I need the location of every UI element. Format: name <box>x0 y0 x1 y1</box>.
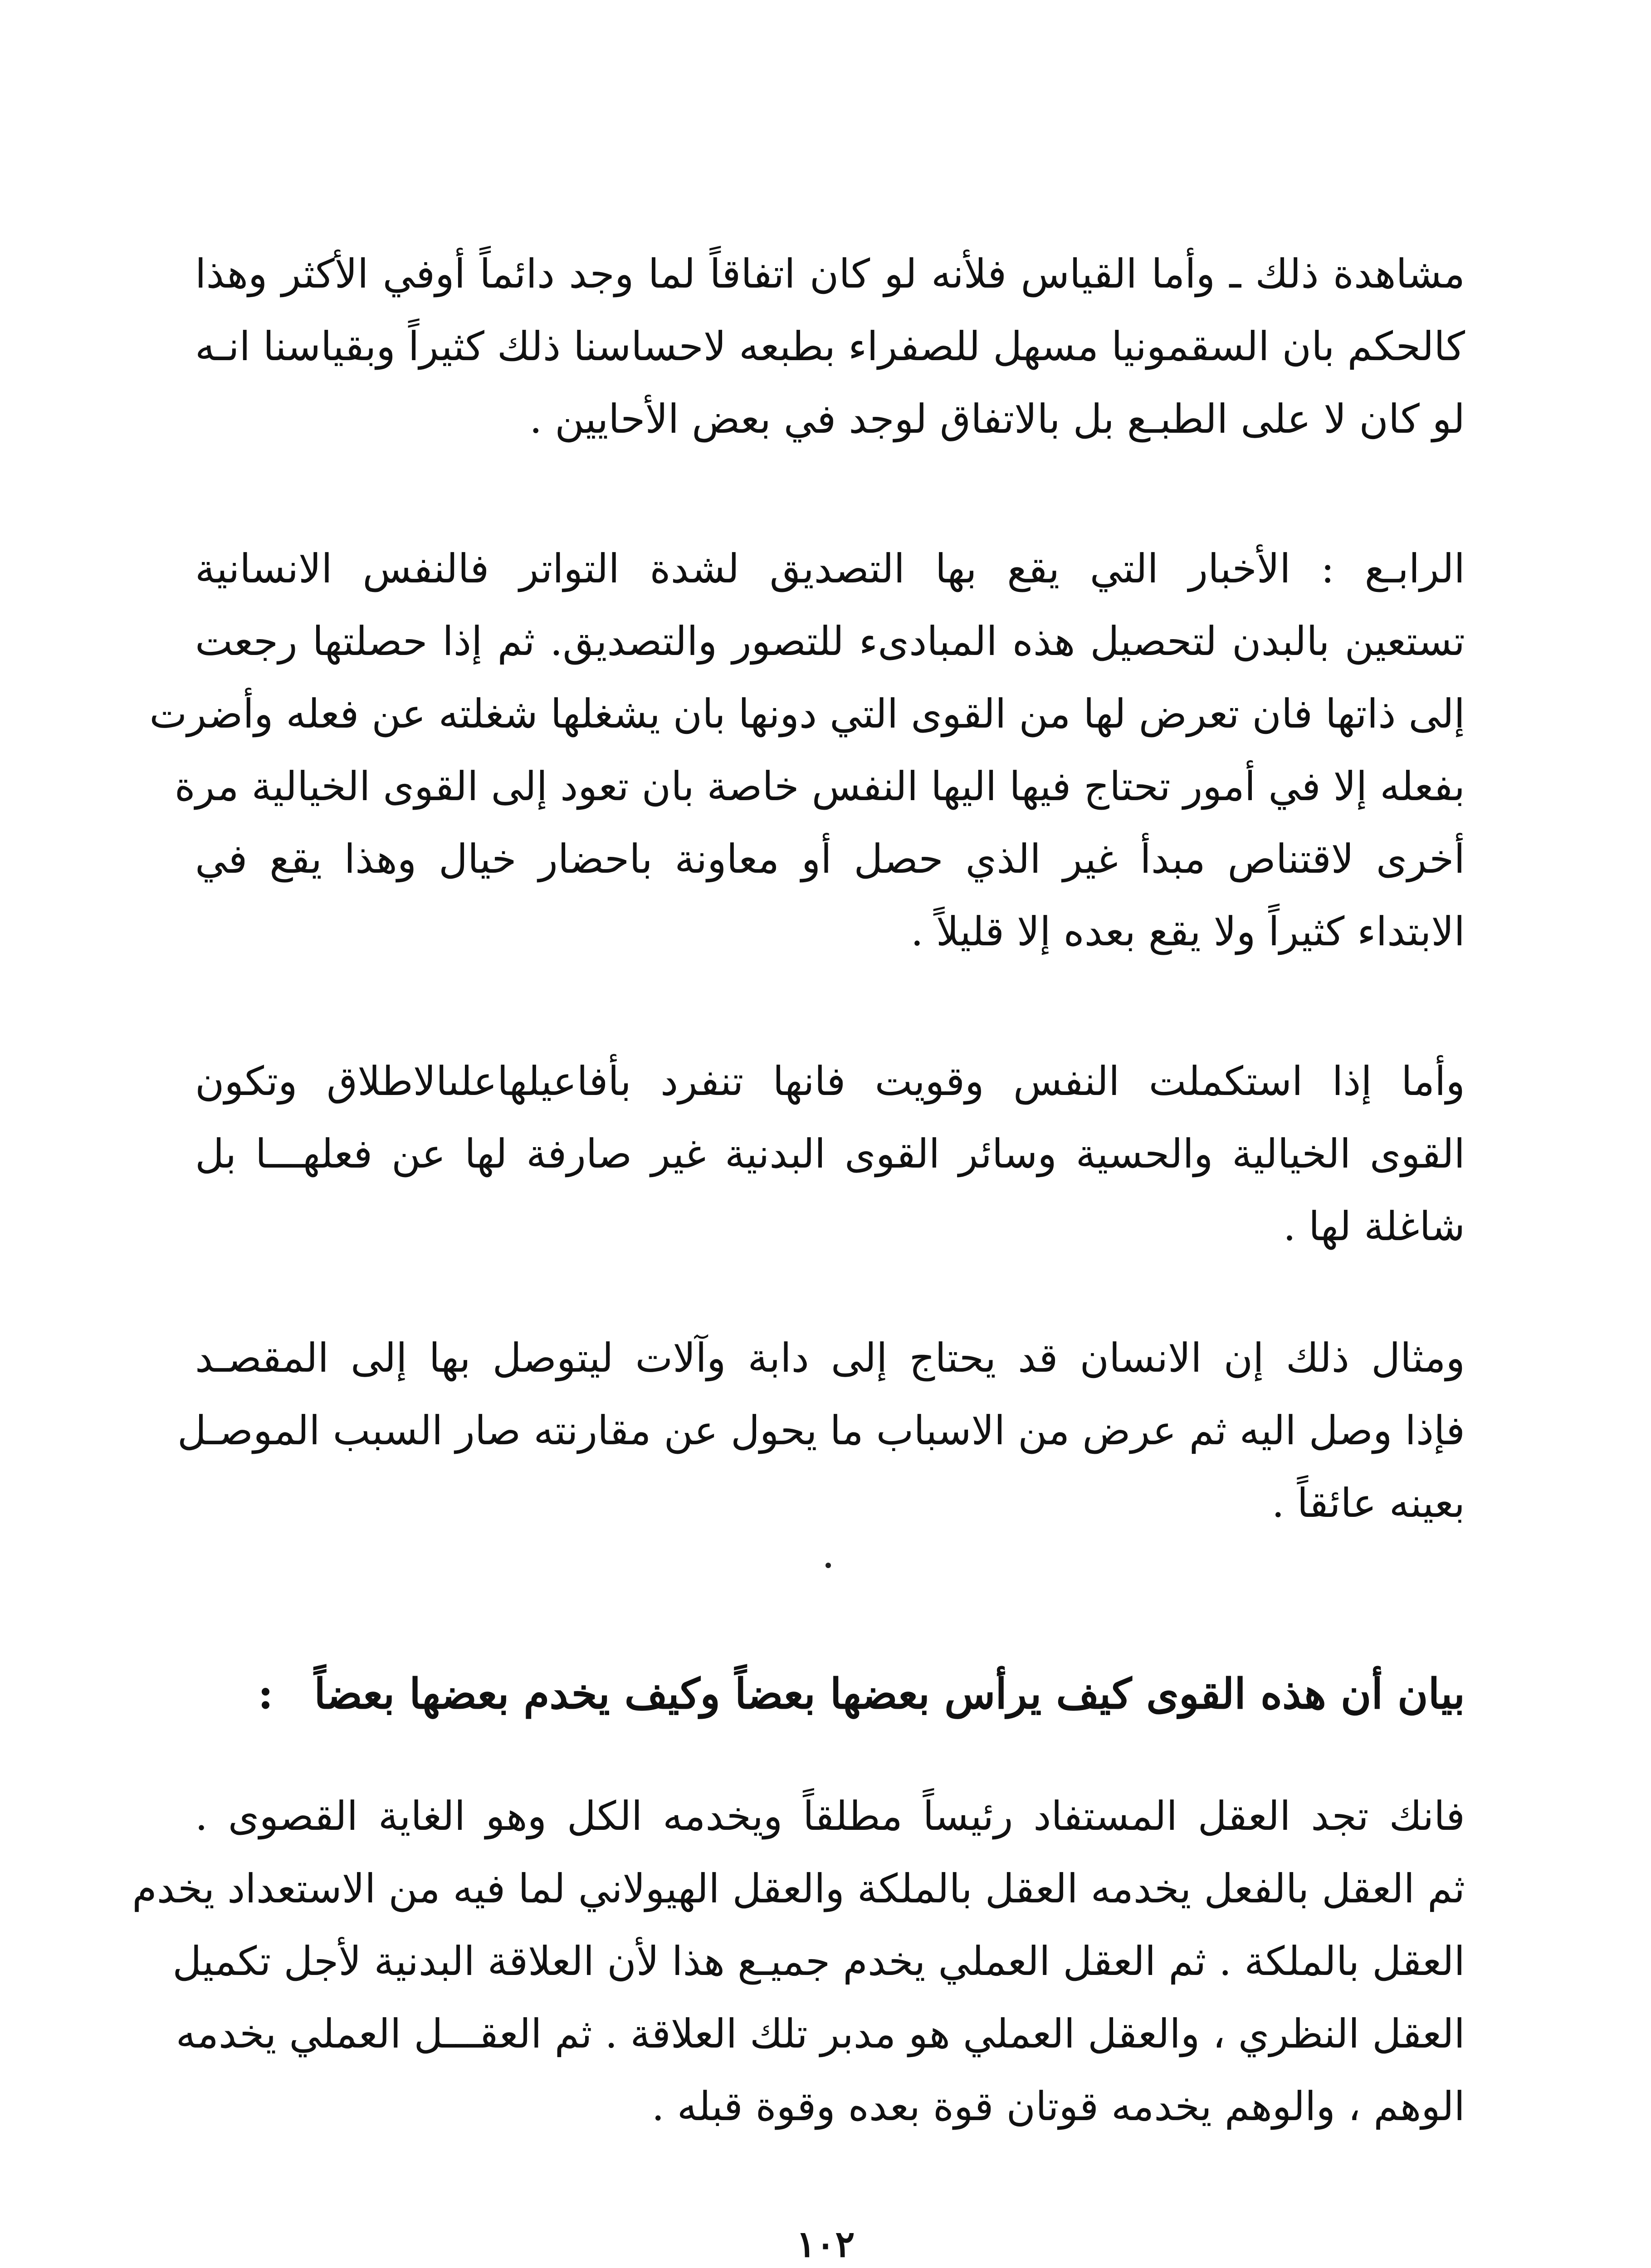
paragraph-line: أخرى لاقتناص مبدأ غير الذي حصل أو معاونة باحضار خيال وهذا يقع في <box>195 836 1465 882</box>
paragraph-line: القوى الخيالية والحسية وسائر القوى البدنية غير صارفة لها عن فعلهـــا بل <box>195 1130 1465 1177</box>
section-heading-colon: : <box>258 1669 274 1718</box>
paragraph-line: ثم العقل بالفعل يخدمه العقل بالملكة والعقل الهيولاني لما فيه من الاستعداد يخدم <box>132 1865 1465 1912</box>
page-number: ١٠٢ <box>796 2223 855 2265</box>
paragraph-4 <box>177 1334 1465 1556</box>
print-speck <box>826 1563 831 1568</box>
paragraph-1 <box>195 250 1465 472</box>
paragraph-line: الابتداء كثيراً ولا يقع بعده إلا قليلاً . <box>910 908 1465 955</box>
paragraph-line: فانك تجد العقل المستفاد رئيساً مطلقاً ويخدمه الكل وهو الغاية القصوى . <box>195 1793 1465 1839</box>
paragraph-line: بفعله إلا في أمور تحتاج فيها اليها النفس خاصة بان تعود إلى القوى الخيالية مرة <box>174 763 1465 810</box>
paragraph-2 <box>149 545 1465 984</box>
paragraph-line: بعينه عائقاً . <box>1271 1480 1465 1526</box>
paragraph-line: الوهم ، والوهم يخدمه قوتان قوة بعده وقوة قبله . <box>651 2083 1465 2130</box>
paragraph-line: مشاهدة ذلك ـ وأما القياس فلأنه لو كان اتفاقاً لما وجد دائماً أوفي الأكثر وهذا <box>195 250 1465 297</box>
paragraph-line: إلى ذاتها فان تعرض لها من القوى التي دونها بان يشغلها شغلته عن فعله وأضرت <box>149 690 1465 737</box>
paragraph-line: العقل النظري ، والعقل العملي هو مدبر تلك العلاقة . ثم العقـــل العملي يخدمه <box>176 2010 1465 2057</box>
paragraph-line: شاغلة لها . <box>1283 1203 1465 1250</box>
section-heading <box>195 1669 1465 1718</box>
paragraph-line: العقل بالملكة . ثم العقل العملي يخدم جميـع هذا لأن العلاقة البدنية لأجل تكميل <box>172 1938 1465 1984</box>
paragraph-line: الرابـع : الأخبار التي يقع بها التصديق لشدة التواتر فالنفس الانسانية <box>195 545 1465 592</box>
paragraph-line: ومثال ذلك إن الانسان قد يحتاج إلى دابة وآلات ليتوصل بها إلى المقصـد <box>195 1334 1465 1381</box>
paragraph-line: تستعين بالبدن لتحصيل هذه المبادىء للتصور والتصديق. ثم إذا حصلتها رجعت <box>195 618 1465 665</box>
paragraph-3 <box>195 1058 1465 1279</box>
paragraph-line: وأما إذا استكملت النفس وقويت فانها تنفرد بأفاعيلهاعلىالاطلاق وتكون <box>195 1058 1465 1105</box>
paragraph-line: لو كان لا على الطبـع بل بالاتفاق لوجد في بعض الأحايين . <box>529 396 1465 442</box>
section-heading-text: بيان أن هذه القوى كيف يرأس بعضها بعضاً وكيف يخدم بعضها بعضاً <box>314 1669 1465 1718</box>
paragraph-line: فإذا وصل اليه ثم عرض من الاسباب ما يحول عن مقارنته صار السبب الموصـل <box>177 1407 1465 1454</box>
paragraph-line: كالحكم بان السقمونيا مسهل للصفراء بطبعه لاحساسنا ذلك كثيراً وبقياسنا انـه <box>195 323 1465 370</box>
paragraph-5 <box>132 1793 1465 2159</box>
